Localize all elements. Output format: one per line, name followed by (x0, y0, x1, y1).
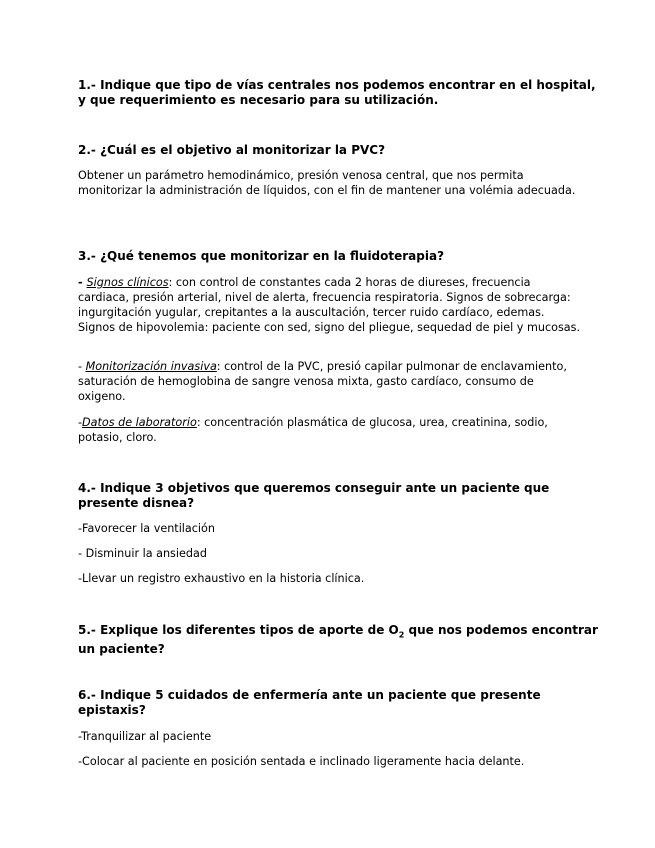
question-5-title (78, 623, 598, 657)
item-prefix: - (78, 360, 86, 373)
question-1-title: 1.- Indique que tipo de vías centrales nos podemos encontrar en el hospital, y que requerimiento es necesario para su utilización. (78, 78, 596, 107)
title-part: que nos podemos encontrar un paciente? (78, 623, 598, 657)
question-6-answer-1: -Tranquilizar al paciente (78, 730, 212, 743)
question-6-title: 6.- Indique 5 cuidados de enfermería ante un paciente que presente epistaxis? (78, 688, 541, 717)
item-label: Signos clínicos (86, 276, 169, 289)
item-prefix: - (78, 276, 87, 289)
question-3-item-lab-data (78, 415, 583, 445)
item-text: : con control de constantes cada 2 horas de diureses, frecuencia cardiaca, presión arterial, nivel de alerta, frecuencia respiratoria. Signos de sobrecarga: ingurgitación yugular, crepitantes a la auscultación, tercer ruido cardíaco, edemas. Signos de hipovolemia: paciente con sed, signo del pliegue, sequedad de piel y mucosas. (78, 276, 581, 334)
question-4-answer-3: -Llevar un registro exhaustivo en la historia clínica. (78, 572, 365, 585)
question-3-item-invasive-monitoring (78, 359, 583, 404)
question-2-answer: Obtener un parámetro hemodinámico, presión venosa central, que nos permita monitorizar la administración de líquidos, con el fin de mantener una volémia adecuada. (78, 169, 576, 197)
question-3-item-clinical-signs (78, 275, 583, 335)
question-4-title: 4.- Indique 3 objetivos que queremos conseguir ante un paciente que presente disnea? (78, 481, 550, 510)
question-6-answer-2: -Colocar al paciente en posición sentada e inclinado ligeramente hacia delante. (78, 755, 525, 768)
item-prefix: - (78, 416, 83, 429)
question-4-answer-1: -Favorecer la ventilación (78, 522, 215, 535)
subscript-2: 2 (398, 630, 405, 640)
title-part: 5.- Explique los diferentes tipos de aporte de O (78, 623, 399, 637)
item-text: : control de la PVC, presió capilar pulmonar de enclavamiento, saturación de hemoglobina de sangre venosa mixta, gasto cardíaco, consumo de oxigeno. (78, 360, 567, 403)
question-3-title: 3.- ¿Qué tenemos que monitorizar en la fluidoterapia? (78, 249, 445, 263)
item-label: Datos de laboratorio (82, 416, 197, 429)
item-text: : concentración plasmática de glucosa, urea, creatinina, sodio, potasio, cloro. (78, 416, 548, 444)
question-4-answer-2: - Disminuir la ansiedad (78, 547, 207, 560)
item-label: Monitorización invasiva (85, 360, 217, 373)
question-2-title: 2.- ¿Cuál es el objetivo al monitorizar la PVC? (78, 143, 386, 157)
